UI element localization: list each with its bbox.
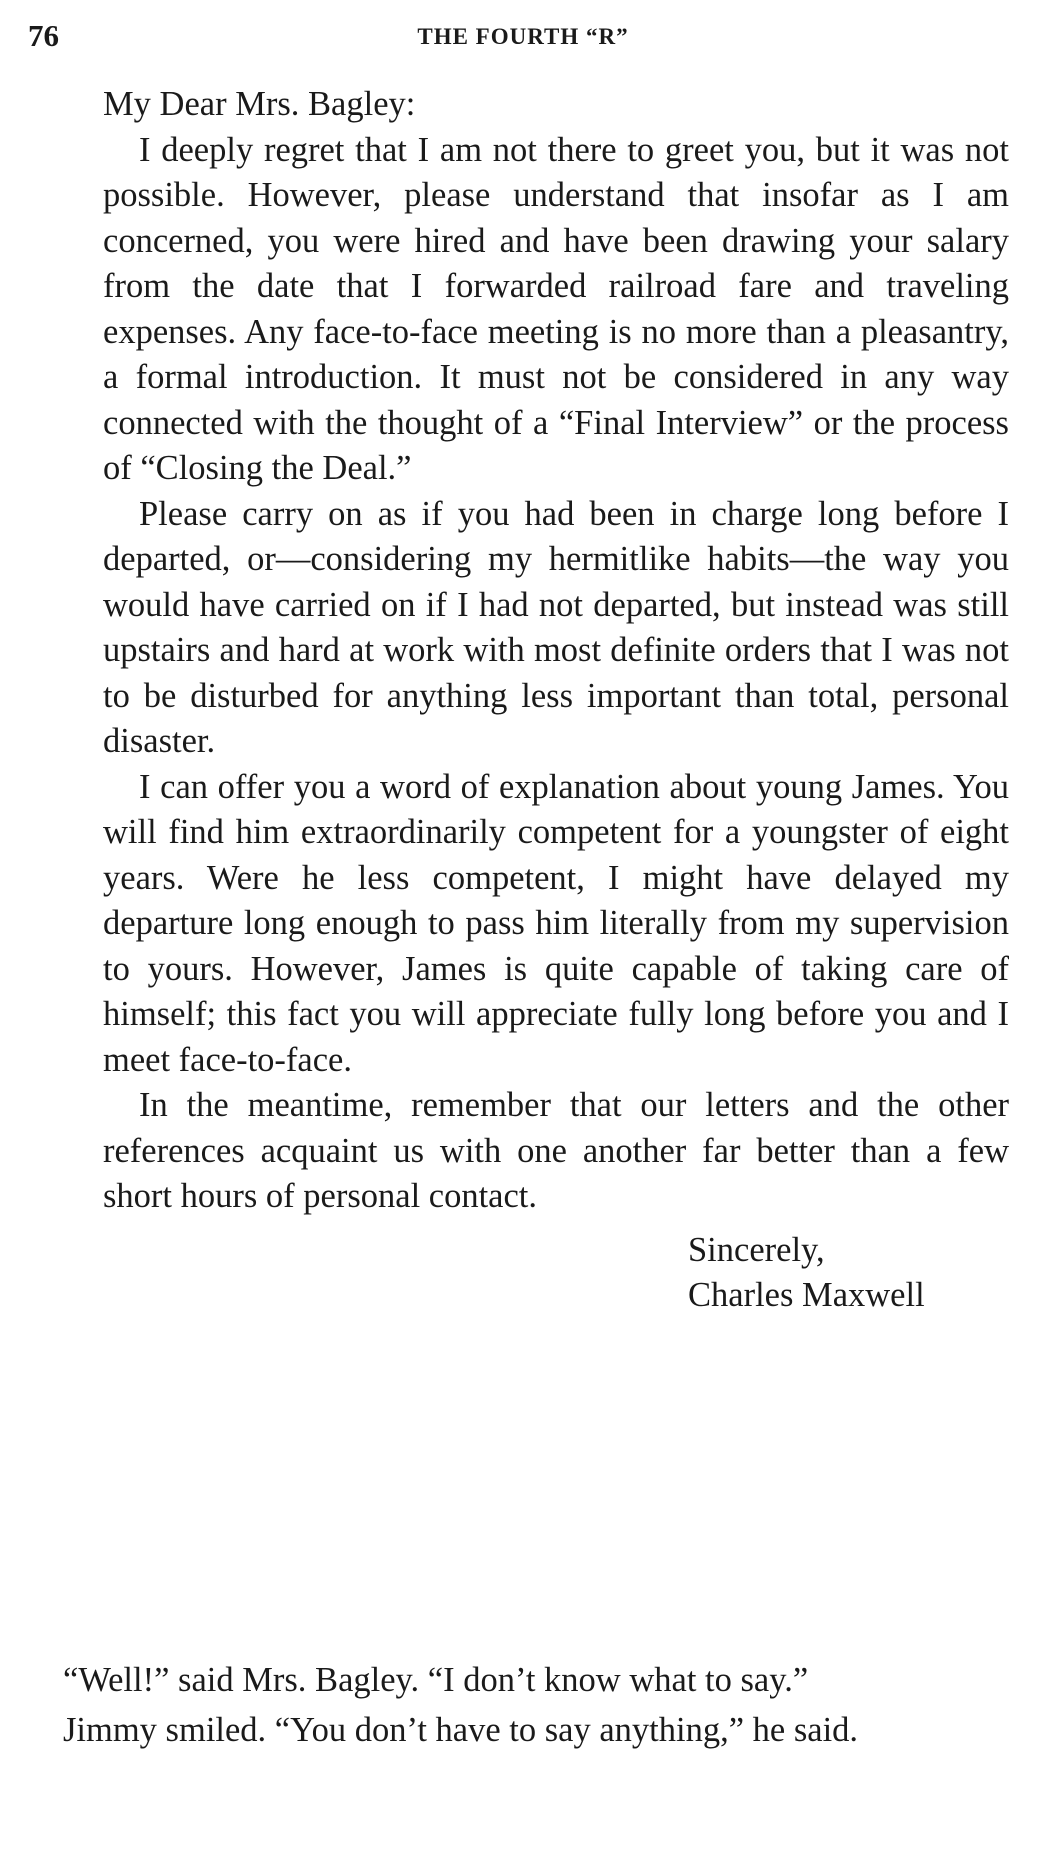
- letter-salutation: My Dear Mrs. Bagley:: [103, 85, 416, 123]
- narrative: [27, 1658, 1009, 1758]
- letter-paragraph: Please carry on as if you had been in charge long before I departed, or—considering my hermitlike habits—the way you would have carried on if I had not departed, but instead was still upstairs and hard at work with most definite orders that I was not to be disturbed for anything less important than total, personal disaster.: [103, 494, 1009, 760]
- letter-signature: Charles Maxwell: [688, 1275, 925, 1314]
- letter: [103, 82, 1009, 1318]
- narrative-paragraph: “Well!” said Mrs. Bagley. “I don’t know what to say.”: [63, 1661, 809, 1699]
- narrative-paragraph: Jimmy smiled. “You don’t have to say anything,” he said.: [63, 1711, 859, 1749]
- letter-closing-block: [688, 1228, 1009, 1318]
- running-head: [28, 18, 1018, 58]
- letter-paragraph: In the meantime, remember that our letters and the other references acquaint us with one another far better than a few short hours of personal contact.: [103, 1086, 1009, 1215]
- page-number: 76: [28, 18, 59, 53]
- letter-paragraph: I deeply regret that I am not there to greet you, but it was not possible. However, please understand that insofar as I am concerned, you were hired and have been drawing your salary from the date that I forwarded railroad fare and traveling expenses. Any face-to-face meeting is no more than a pleasantry, a formal introduction. It must not be considered in any way connected with the thought of a “Final Interview” or the process of “Closing the Deal.”: [103, 130, 1009, 487]
- letter-closing: Sincerely,: [688, 1230, 825, 1269]
- letter-paragraph: I can offer you a word of explanation about young James. You will find him extraordinarily competent for a youngster of eight years. Were he less competent, I might have delayed my departure long enough to pass him literally from my supervision to yours. However, James is quite capable of taking care of himself; this fact you will appreciate fully long before you and I meet face-to-face.: [103, 767, 1009, 1079]
- running-title: THE FOURTH “R”: [417, 24, 629, 49]
